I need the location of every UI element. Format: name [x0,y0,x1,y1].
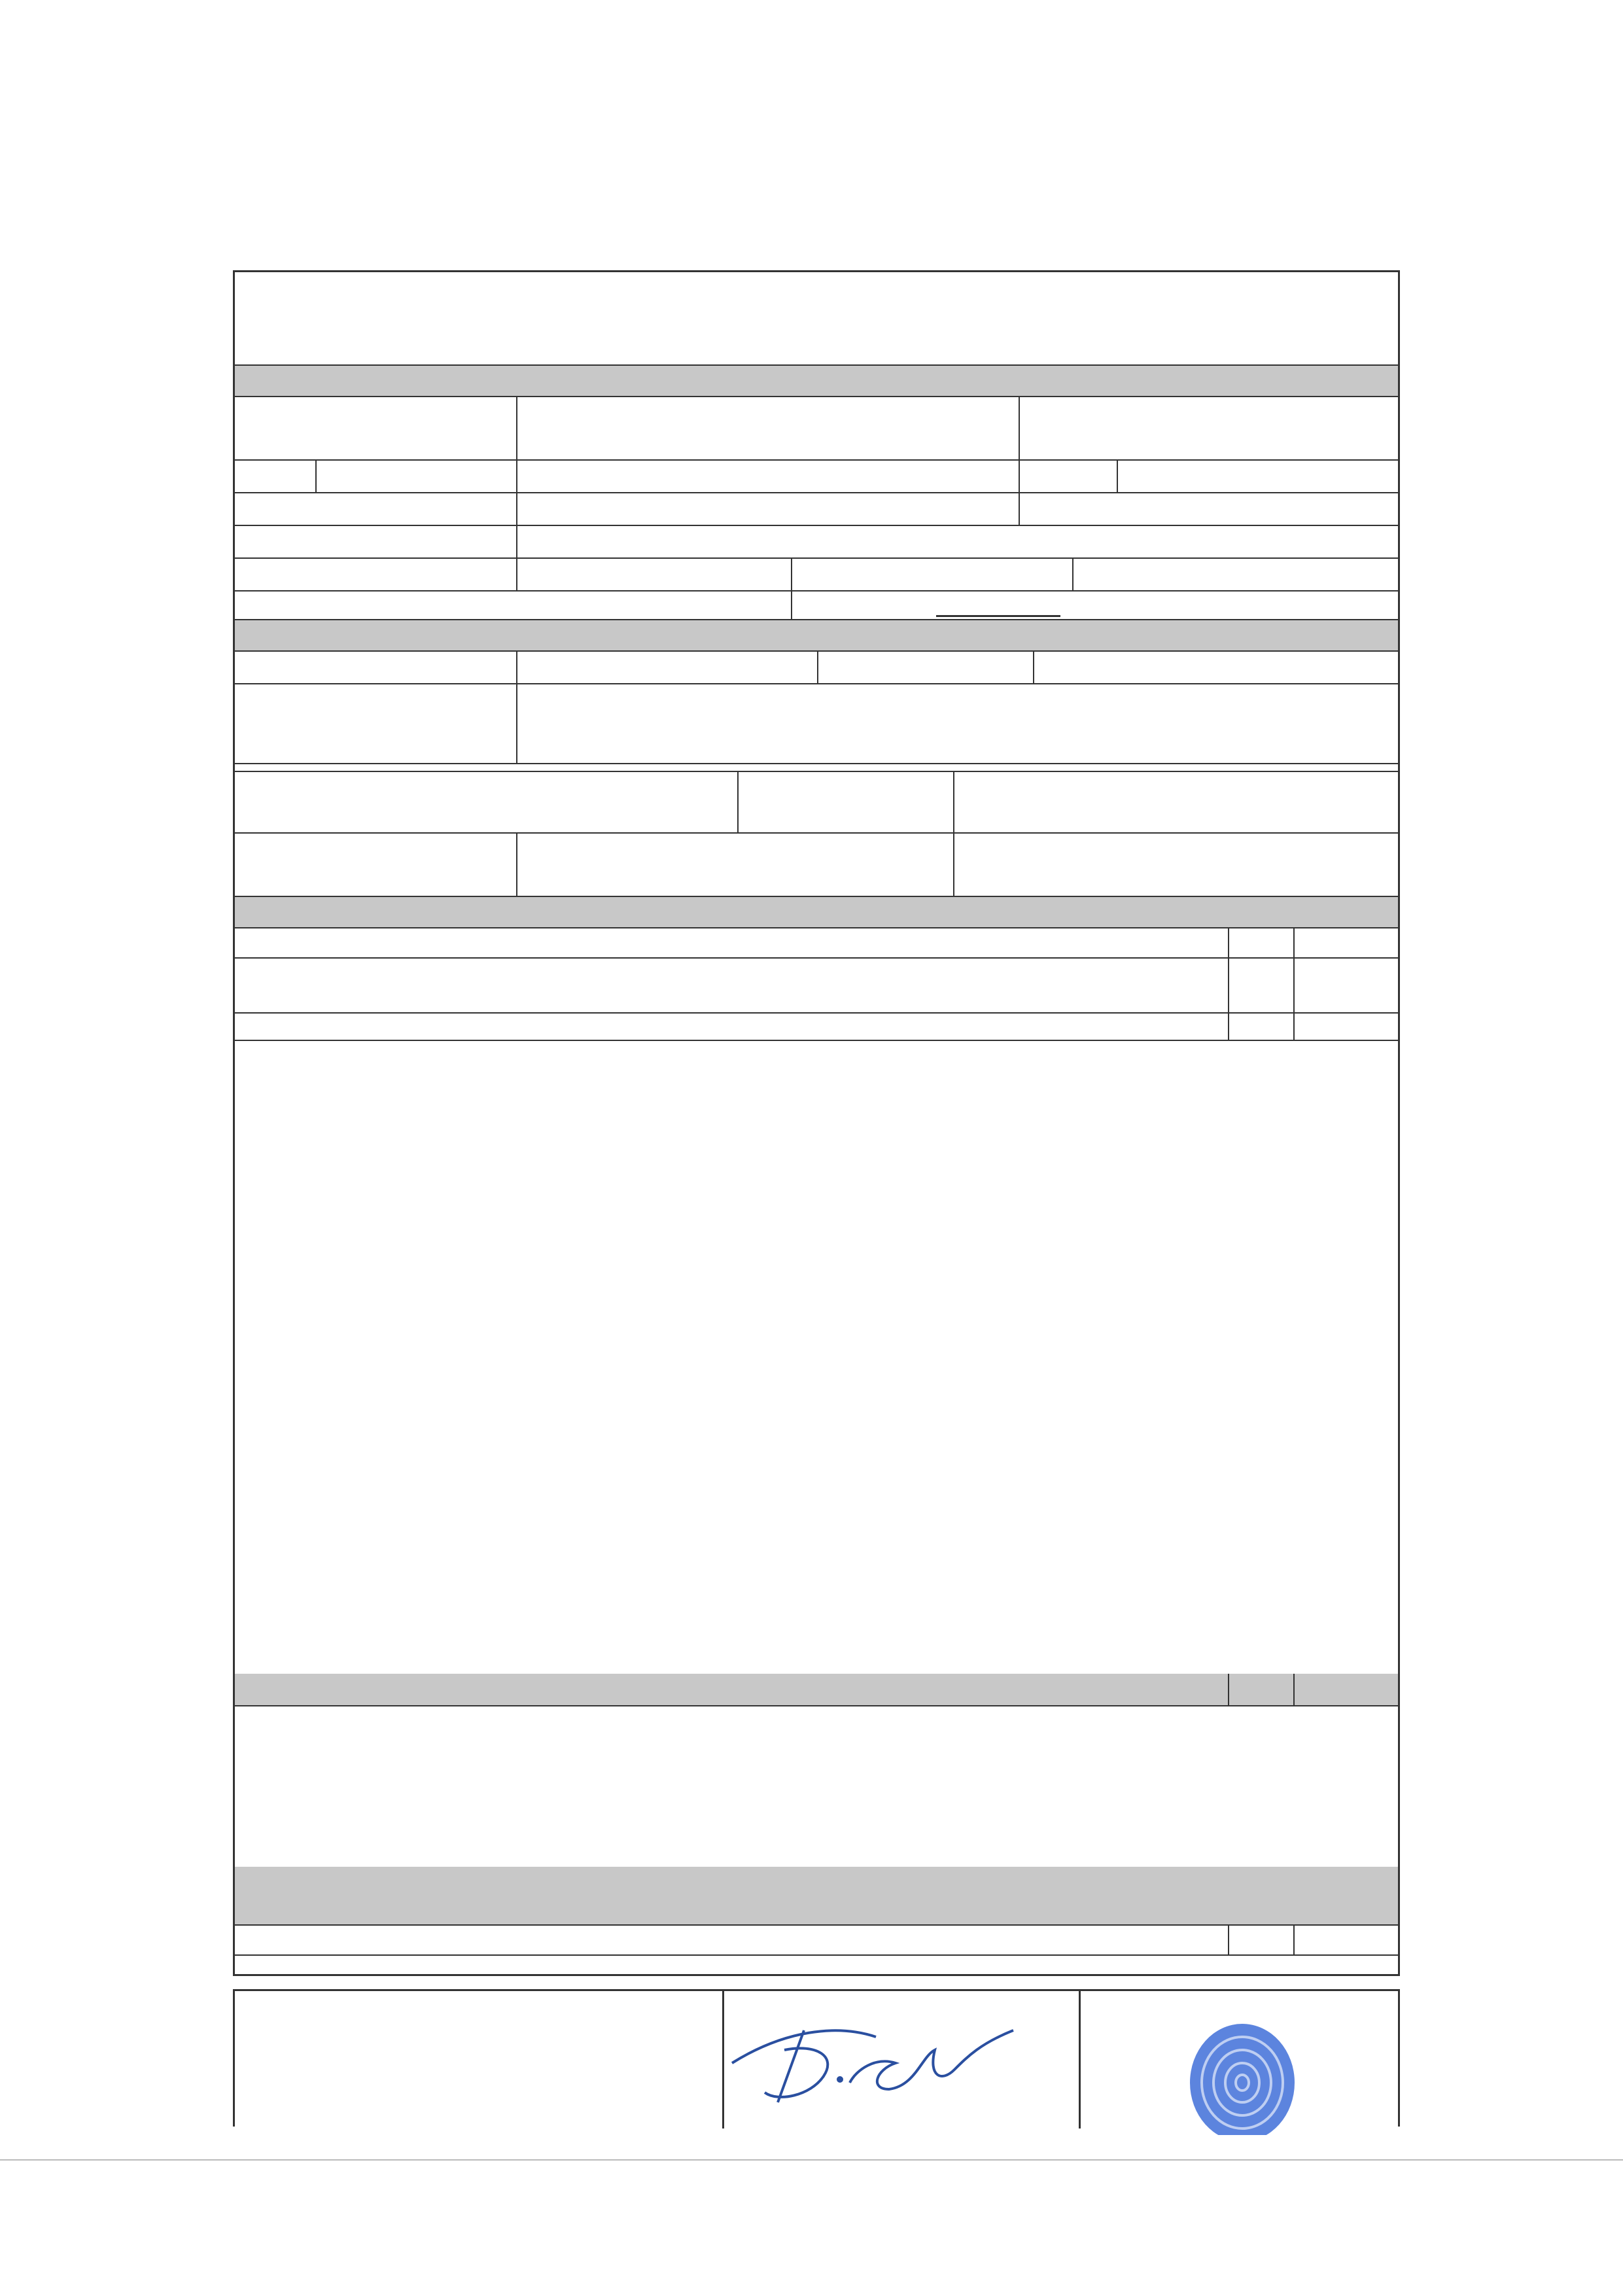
col-si [1229,928,1295,957]
years-blank-line [936,593,1060,617]
page-bottom-rule [0,2159,1623,2161]
section-title [235,620,1398,650]
row-crash [235,834,1398,897]
criterio-1 [235,959,1229,1012]
row-names [235,397,1398,461]
apnea-value [517,652,818,683]
row-dni [235,461,1398,493]
license-type [1020,493,1398,525]
blank-cell [235,928,1229,957]
dni-value [317,461,517,492]
mark-si [1229,1014,1295,1040]
signature-scribble [706,2004,1046,2115]
row-gap [235,763,1398,772]
names-label [235,397,517,459]
years-label [235,592,792,619]
row-psg [235,772,1398,834]
crash-mine [517,834,954,896]
row-detail-cols [235,928,1398,959]
col-si [1229,1926,1295,1954]
declaration-box [233,1989,1400,2127]
form-header [235,272,1398,366]
last-control-value [1034,652,1398,683]
criterio-2 [235,1014,1229,1040]
psg-date [739,772,954,832]
rest-days [1073,559,1398,590]
class-col-no [1295,1674,1398,1705]
section-antecedentes [235,620,1398,652]
company-label [235,526,517,557]
row-area [235,493,1398,526]
apnea-label [235,652,517,683]
row-hta [235,684,1398,763]
dni-label [235,461,317,492]
crash-label [235,834,517,896]
hta-label [235,684,517,763]
mark-si [1229,959,1295,1012]
date-value [1020,397,1398,459]
last-control [818,652,1034,683]
years-value [792,592,1398,619]
crash-outside [954,834,1398,896]
divider [1079,1991,1081,2128]
row-years [235,592,1398,620]
row-detail-title [235,897,1398,928]
detail-title [235,897,1398,927]
row-night [235,559,1398,592]
row-interview-cols [235,1926,1398,1956]
psg-label [235,772,739,832]
sex-label [1020,461,1118,492]
row-company [235,526,1398,559]
company-value [517,526,1398,557]
row-criterio-2 [235,1014,1398,1041]
area-value [517,493,1020,525]
sas-form [233,270,1400,1976]
area-label [235,493,517,525]
section-title [235,1867,1398,1924]
row-apnea [235,652,1398,684]
work-days [792,559,1073,590]
fingerprint-icon [1177,2017,1308,2135]
psg-value [954,772,1398,832]
section-title [235,366,1398,396]
sex-options [1118,461,1398,492]
night-label [235,559,517,590]
mark-no [1295,1014,1398,1040]
birth-date [517,461,1020,492]
names-value [517,397,1020,459]
class-title [235,1674,1229,1705]
medication [517,684,1398,763]
row-class-title [235,1674,1398,1706]
row-criterio-1 [235,959,1398,1014]
blank-cell [235,1926,1229,1954]
col-no [1295,928,1398,957]
col-no [1295,1926,1398,1954]
mark-no [1295,959,1398,1012]
class-col-si [1229,1674,1295,1705]
section-entrevista [235,1867,1398,1926]
night-options [517,559,792,590]
section-filiacion [235,366,1398,397]
gap-cell [235,764,1398,771]
